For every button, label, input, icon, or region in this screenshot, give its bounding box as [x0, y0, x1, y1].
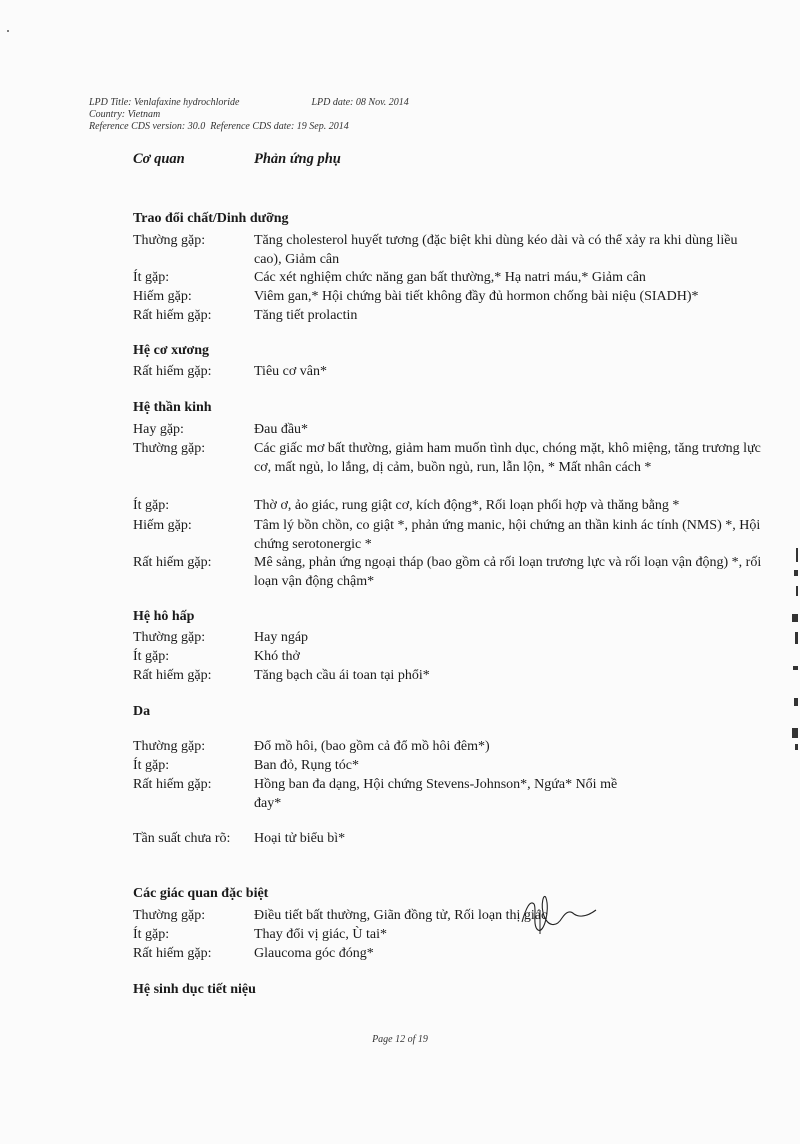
frequency-label: Thường gặp: — [133, 233, 206, 248]
scan-edge-marks — [786, 548, 798, 758]
country-label: Country: — [89, 109, 126, 120]
frequency-label: Ít gặp: — [133, 649, 170, 664]
section-title-respiratory: Hệ hô hấp — [133, 609, 195, 624]
section-title-nervous-system: Hệ thần kinh — [133, 400, 212, 415]
adverse-effect-text: Ban đỏ, Rụng tóc* — [254, 758, 359, 773]
section-title-special-senses: Các giác quan đặc biệt — [133, 886, 269, 901]
adverse-effect-text: Thờ ơ, ảo giác, rung giật cơ, kích động*, Rối loạn phối hợp và thăng bằng * — [254, 498, 680, 513]
frequency-label: Thường gặp: — [133, 739, 206, 754]
adverse-effect-text: Hồng ban đa dạng, Hội chứng Stevens-Johnson*, Ngứa* Nổi mề đay* — [254, 777, 618, 811]
frequency-label: Rất hiếm gặp: — [133, 364, 212, 379]
handwritten-signature — [510, 890, 600, 940]
section-title-genitourinary: Hệ sinh dục tiết niệu — [133, 982, 256, 997]
adverse-effect-text: Các giấc mơ bất thường, giảm ham muốn tình dục, chóng mặt, khô miệng, tăng trương lực cơ, mất ngủ, lo lắng, dị cảm, buồn ngủ, run, lẫn lộn, * Mất nhân cách * — [254, 441, 761, 475]
column-header-organ: Cơ quan — [133, 151, 185, 167]
adverse-effect-text: Tăng bạch cầu ái toan tại phổi* — [254, 668, 430, 683]
cds-line: Reference CDS version: 30.0 Reference CDS date: 19 Sep. 2014 — [89, 121, 349, 132]
country-value: Vietnam — [127, 109, 161, 120]
lpd-date-label: LPD date: — [311, 97, 354, 108]
adverse-effect-text: Tiêu cơ vân* — [254, 364, 327, 379]
frequency-label: Rất hiếm gặp: — [133, 555, 212, 570]
country-line — [89, 109, 409, 121]
adverse-effect-text: Các xét nghiệm chức năng gan bất thường,* Hạ natri máu,* Giảm cân — [254, 270, 646, 285]
adverse-effect-text: Glaucoma góc đóng* — [254, 946, 374, 961]
lpd-title-value: Venlafaxine hydrochloride — [134, 97, 240, 108]
frequency-label: Thường gặp: — [133, 630, 206, 645]
adverse-effect-text: Thay đổi vị giác, Ù tai* — [254, 927, 387, 942]
frequency-label: Rất hiếm gặp: — [133, 668, 212, 683]
column-header-reaction: Phản ứng phụ — [254, 151, 341, 167]
frequency-label: Ít gặp: — [133, 758, 170, 773]
frequency-label: Rất hiếm gặp: — [133, 308, 212, 323]
adverse-effect-text: Điều tiết bất thường, Giãn đồng tử, Rối loạn thị giác — [254, 908, 548, 923]
frequency-label: Rất hiếm gặp: — [133, 777, 212, 792]
frequency-label: Thường gặp: — [133, 441, 206, 456]
adverse-effect-text: Viêm gan,* Hội chứng bài tiết không đầy đủ hormon chống bài niệu (SIADH)* — [254, 289, 699, 304]
section-title-metabolism: Trao đổi chất/Dinh dưỡng — [133, 211, 289, 226]
frequency-label: Rất hiếm gặp: — [133, 946, 212, 961]
adverse-effect-text: Hay ngáp — [254, 630, 309, 645]
adverse-effect-text: Đau đầu* — [254, 422, 309, 437]
lpd-title-label: LPD Title: — [89, 97, 132, 108]
frequency-label: Hay gặp: — [133, 422, 184, 437]
adverse-effect-text: Tăng cholesterol huyết tương (đặc biệt khi dùng kéo dài và có thể xảy ra khi dùng liều cao), Giảm cân — [254, 233, 738, 267]
page-number: Page 12 of 19 — [372, 1034, 428, 1045]
adverse-effect-text: Tâm lý bồn chồn, co giật *, phản ứng manic, hội chứng an thần kinh ác tính (NMS) *, Hội chứng serotonergic * — [254, 518, 761, 552]
lpd-title-line — [89, 97, 409, 109]
frequency-label: Tần suất chưa rõ: — [133, 831, 231, 846]
frequency-label: Ít gặp: — [133, 498, 170, 513]
section-title-musculoskeletal: Hệ cơ xương — [133, 343, 210, 358]
scan-speck — [7, 30, 9, 32]
frequency-label: Ít gặp: — [133, 927, 170, 942]
adverse-effect-text: Khó thở — [254, 649, 300, 664]
adverse-effect-text: Đổ mồ hôi, (bao gồm cả đổ mồ hôi đêm*) — [254, 739, 490, 754]
adverse-effect-text: Tăng tiết prolactin — [254, 308, 358, 323]
adverse-effect-text: Mê sảng, phản ứng ngoại tháp (bao gồm cả rối loạn trương lực và rối loạn vận động) *, rối loạn vận động chậm* — [254, 555, 762, 589]
frequency-label: Ít gặp: — [133, 270, 170, 285]
document-header — [89, 97, 409, 133]
lpd-date-value: 08 Nov. 2014 — [355, 97, 409, 108]
frequency-label: Hiếm gặp: — [133, 289, 192, 304]
adverse-effect-text: Hoại tử biểu bì* — [254, 831, 346, 846]
section-title-skin: Da — [133, 704, 151, 719]
frequency-label: Hiếm gặp: — [133, 518, 192, 533]
frequency-label: Thường gặp: — [133, 908, 206, 923]
